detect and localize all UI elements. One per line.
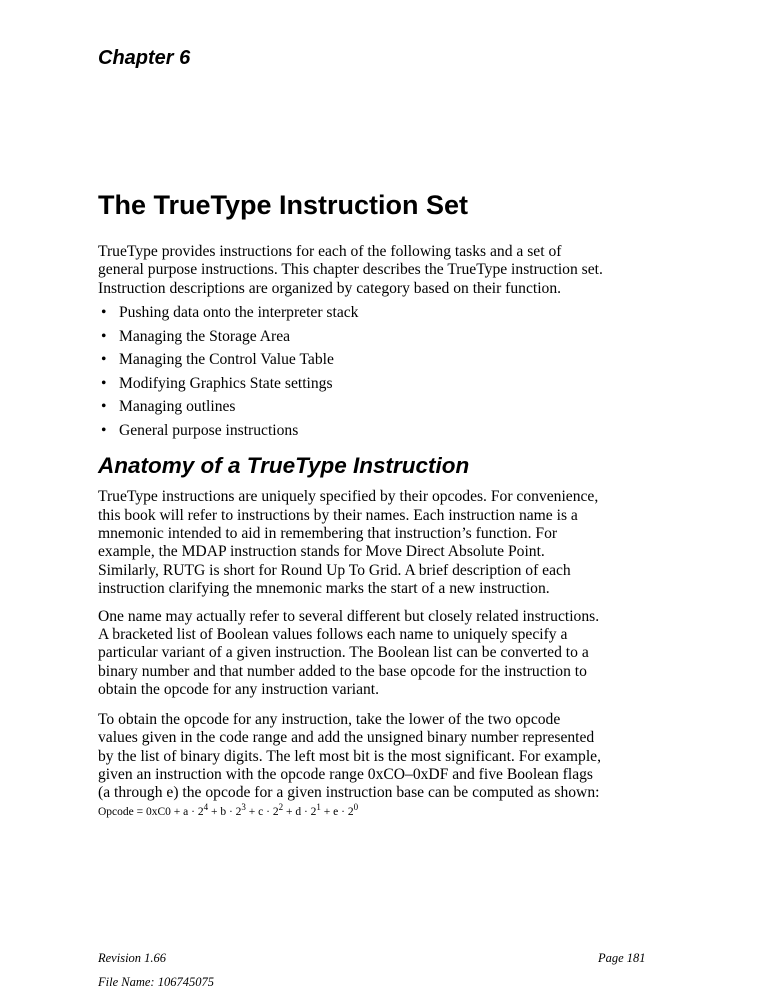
page-content — [98, 0, 603, 818]
footer-page-number: Page 181 — [598, 951, 646, 965]
formula-text: Opcode = 0xC0 + a · 2 — [98, 805, 204, 818]
body-paragraph: One name may actually refer to several different but closely related instructions. A bracketed list of Boolean values follows each name to uniquely specify a particular variant of a given instruction. The Boolean list can be converted to a binary number and that number added to the base opcode for the instruction to obtain the opcode for any instruction variant. — [98, 607, 600, 699]
exponent: 2 — [278, 801, 284, 812]
opcode-formula — [98, 801, 603, 818]
body-paragraph: TrueType instructions are uniquely specified by their opcodes. For convenience, this book will refer to instructions by their names. Each instruction name is a mnemonic intended to aid in remembering that instruction’s function. For example, the MDAP instruction stands for Move Direct Absolute Point. Similarly, RUTG is short for Round Up To Grid. A brief description of each instruction clarifying the mnemonic marks the start of a new instruction. — [98, 488, 599, 598]
exponent: 4 — [203, 801, 209, 812]
exponent: 0 — [353, 801, 359, 812]
chapter-label: Chapter 6 — [98, 47, 191, 69]
body-paragraph: To obtain the opcode for any instruction, take the lower of the two opcode values given in the code range and add the unsigned binary number represented by the list of binary digits. The left most bit is the most significant. For example, given an instruction with the opcode range 0xCO–0xDF and five Boolean flags (a through e) the opcode for a given instruction base can be computed as shown: — [98, 710, 601, 802]
list-item — [98, 328, 603, 352]
list-item — [98, 398, 603, 422]
formula-text: + e · 2 — [320, 805, 354, 818]
bullet-icon: • — [101, 304, 107, 322]
bullet-icon: • — [101, 421, 107, 439]
task-list — [98, 304, 603, 445]
formula-text: + b · 2 — [208, 805, 242, 818]
footer-file-name: File Name: 106745075 — [98, 975, 214, 989]
bullet-icon: • — [101, 351, 107, 369]
list-item-text: General purpose instructions — [119, 421, 299, 439]
bullet-icon: • — [101, 374, 107, 392]
list-item — [98, 351, 603, 375]
list-item-text: Modifying Graphics State settings — [119, 374, 333, 392]
footer-revision: Revision 1.66 — [98, 951, 167, 965]
list-item — [98, 422, 603, 446]
exponent: 3 — [241, 801, 246, 812]
list-item — [98, 304, 603, 328]
list-item-text: Managing the Storage Area — [119, 327, 291, 345]
section-heading: Anatomy of a TrueType Instruction — [98, 453, 470, 479]
list-item-text: Pushing data onto the interpreter stack — [119, 304, 359, 322]
formula-text: + d · 2 — [283, 805, 317, 818]
intro-paragraph: TrueType provides instructions for each of the following tasks and a set of general purpose instructions. This chapter describes the TrueType instruction set. Instruction descriptions are organized by category based on their function. — [98, 243, 603, 297]
bullet-icon: • — [101, 398, 107, 416]
list-item-text: Managing the Control Value Table — [119, 351, 334, 369]
list-item-text: Managing outlines — [119, 398, 236, 416]
page-title: The TrueType Instruction Set — [98, 190, 469, 220]
exponent: 1 — [316, 801, 321, 812]
list-item — [98, 375, 603, 399]
formula-text: + c · 2 — [245, 805, 279, 818]
bullet-icon: • — [101, 327, 107, 345]
